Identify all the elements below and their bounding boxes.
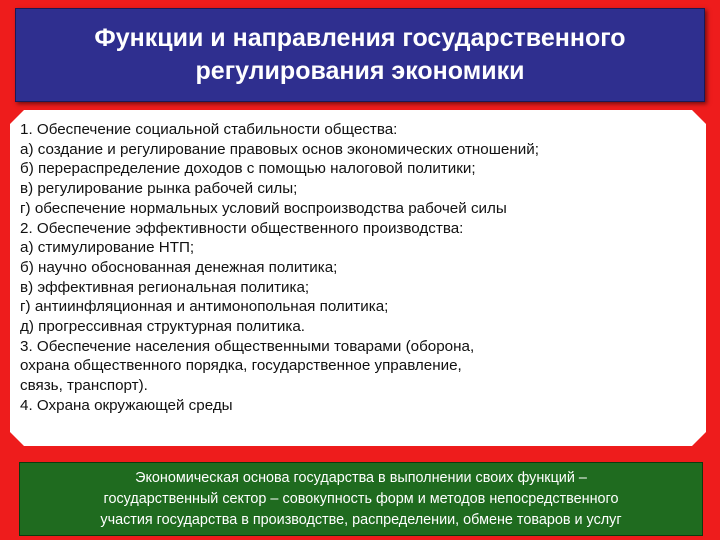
- content-line: связь, транспорт).: [20, 377, 148, 395]
- content-line: г) обеспечение нормальных условий воспроизводства рабочей силы: [20, 199, 507, 217]
- content-line: 2. Обеспечение эффективности общественного производства:: [20, 219, 464, 237]
- footer-line: государственный сектор – совокупность форм и методов непосредственного: [103, 490, 619, 507]
- content-line: г) антиинфляционная и антимонопольная политика;: [20, 298, 389, 316]
- title-line-1: Функции и направления государственного: [94, 24, 626, 52]
- content-line: д) прогрессивная структурная политика.: [20, 318, 305, 336]
- content-line: б) научно обоснованная денежная политика;: [20, 258, 338, 276]
- content-line: 1. Обеспечение социальной стабильности общества:: [20, 121, 398, 138]
- footer-panel: [19, 462, 703, 536]
- content-line: в) эффективная региональная политика;: [20, 278, 310, 296]
- footer-line: участия государства в производстве, распределении, обмене товаров и услуг: [100, 511, 622, 528]
- content-line: а) стимулирование НТП;: [20, 239, 195, 257]
- content-line: а) создание и регулирование правовых основ экономических отношений;: [20, 140, 539, 158]
- slide-title: [15, 8, 705, 102]
- content-line: 3. Обеспечение населения общественными товарами (оборона,: [20, 337, 475, 355]
- title-line-2: регулирования экономики: [195, 57, 525, 85]
- content-line: 4. Охрана окружающей среды: [20, 396, 233, 414]
- content-list: [20, 120, 710, 416]
- content-line: в) регулирование рынка рабочей силы;: [20, 180, 298, 198]
- content-line: б) перераспределение доходов с помощью налоговой политики;: [20, 160, 476, 178]
- content-line: охрана общественного порядка, государственное управление,: [20, 357, 462, 375]
- footer-line: Экономическая основа государства в выполнении своих функций –: [135, 469, 587, 486]
